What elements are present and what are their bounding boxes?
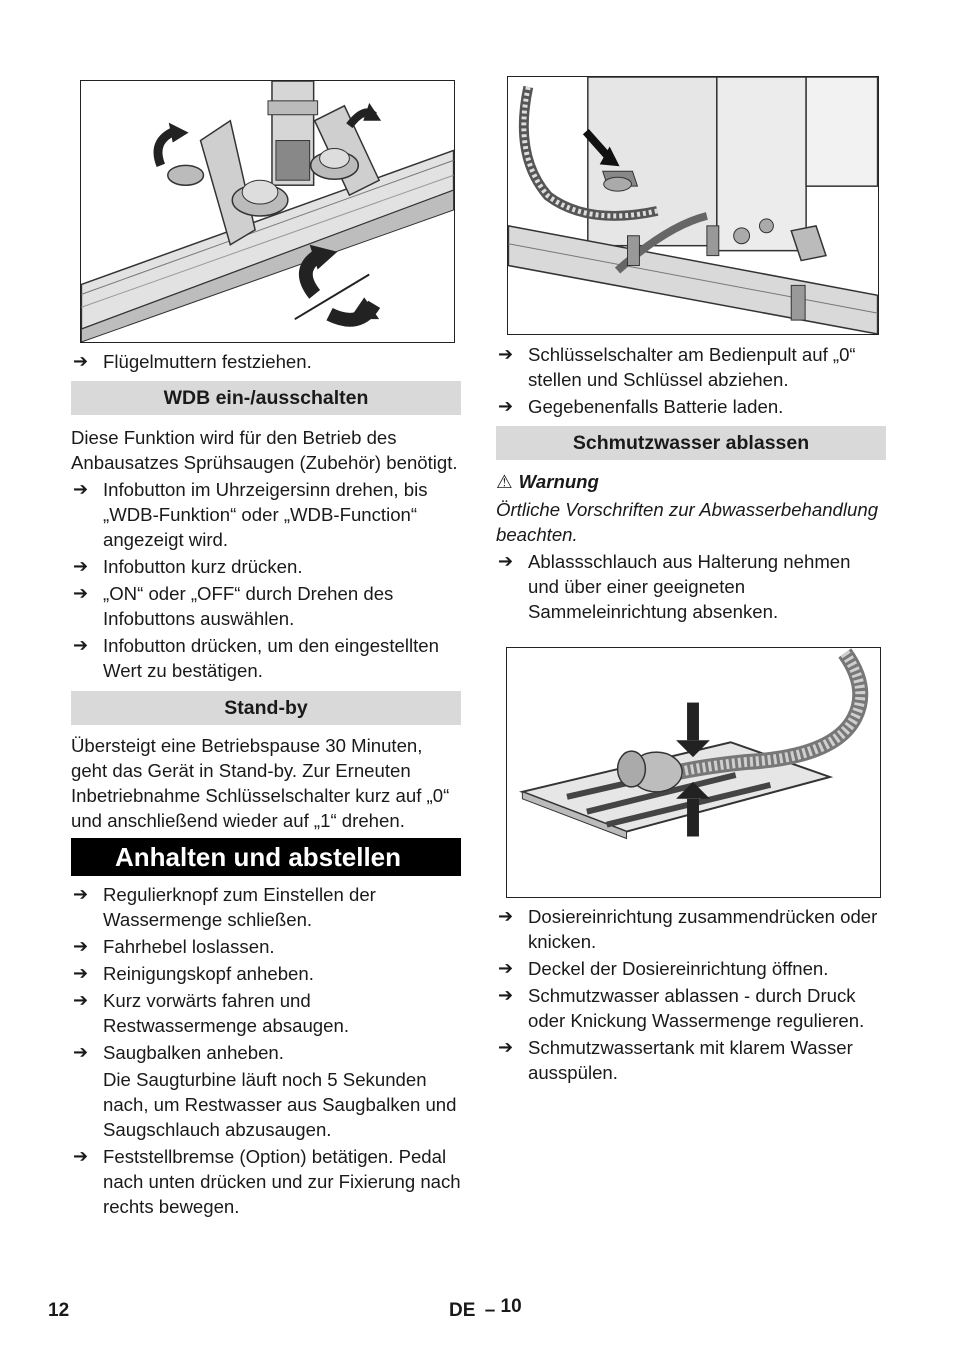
arrow-right-icon: ➔ — [498, 985, 514, 1005]
arrow-right-icon: ➔ — [498, 396, 514, 416]
heading-stop: Anhalten und abstellen — [71, 838, 461, 876]
arrow-right-icon: ➔ — [498, 958, 514, 978]
left-column — [71, 349, 461, 1221]
machine-pedal-illustration — [508, 77, 878, 334]
arrow-right-icon: ➔ — [73, 990, 89, 1010]
stop-step: ➔ Reinigungskopf anheben. — [73, 963, 314, 984]
wdb-step: ➔ „ON“ oder „OFF“ durch Drehen des Infobuttons auswählen. — [73, 583, 394, 629]
after-step: ➔ Deckel der Dosiereinrichtung öffnen. — [498, 958, 829, 979]
warning-text: Örtliche Vorschriften zur Abwasserbehandlung beachten. — [496, 499, 879, 545]
page-number: 12 — [48, 1300, 70, 1321]
stop-step: ➔ Regulierknopf zum Einstellen der Wassermenge schließen. — [73, 884, 376, 930]
heading-drain: Schmutzwasser ablassen — [496, 426, 886, 460]
arrow-right-icon: ➔ — [498, 906, 514, 926]
footer-lang-code: DE — [449, 1300, 476, 1321]
footer-dash: – — [484, 1300, 496, 1321]
key-step: ➔ Schlüsselschalter am Bedienpult auf „0“ stellen und Schlüssel abziehen. — [498, 344, 856, 390]
stop-step-brake: ➔ Feststellbremse (Option) betätigen. Pedal nach unten drücken und zur Fixierung nach rechts bewegen. — [73, 1146, 461, 1217]
stop-step: ➔ Saugbalken anheben. — [73, 1042, 284, 1063]
figure-wing-nuts — [80, 80, 455, 343]
footer-lang — [449, 1296, 522, 1322]
step-wing-nuts: ➔ Flügelmuttern festziehen. — [73, 351, 312, 372]
stop-note: Die Saugturbine läuft noch 5 Sekunden nach, um Restwasser aus Saugbalken und Saugschlauch abzusaugen. — [103, 1069, 457, 1140]
wing-nut-illustration — [81, 81, 454, 342]
arrow-right-icon: ➔ — [498, 344, 514, 364]
figure-drain-hose — [506, 647, 881, 898]
arrow-right-icon: ➔ — [73, 936, 89, 956]
arrow-right-icon: ➔ — [73, 635, 89, 655]
wdb-step: ➔ Infobutton kurz drücken. — [73, 556, 303, 577]
stop-step: ➔ Kurz vorwärts fahren und Restwassermenge absaugen. — [73, 990, 349, 1036]
right-column-upper — [496, 342, 886, 626]
drain-hose-illustration — [507, 648, 880, 897]
arrow-right-icon: ➔ — [73, 1042, 89, 1062]
right-column-lower — [496, 904, 886, 1087]
warning-triangle-icon: ⚠ — [496, 471, 513, 492]
standby-text: Übersteigt eine Betriebspause 30 Minuten, geht das Gerät in Stand-by. Zur Erneuten Inbetriebnahme Schlüsselschalter kurz auf „0“ und anschließend wieder auf „1“ drehen. — [71, 735, 450, 831]
wdb-step: ➔ Infobutton drücken, um den eingestellten Wert zu bestätigen. — [73, 635, 439, 681]
figure-pedal — [507, 76, 879, 335]
arrow-right-icon: ➔ — [73, 556, 89, 576]
arrow-right-icon: ➔ — [73, 963, 89, 983]
arrow-right-icon: ➔ — [498, 551, 514, 571]
wdb-step: ➔ Infobutton im Uhrzeigersinn drehen, bis „WDB-Funktion“ oder „WDB-Function“ angezeigt wird. — [73, 479, 428, 550]
arrow-right-icon: ➔ — [73, 1146, 89, 1166]
after-step: ➔ Schmutzwassertank mit klarem Wasser ausspülen. — [498, 1037, 853, 1083]
heading-wdb: WDB ein-/ausschalten — [71, 381, 461, 415]
arrow-right-icon: ➔ — [73, 351, 89, 371]
arrow-right-icon: ➔ — [498, 1037, 514, 1057]
stop-step: ➔ Fahrhebel loslassen. — [73, 936, 275, 957]
arrow-right-icon: ➔ — [73, 479, 89, 499]
after-step: ➔ Dosiereinrichtung zusammendrücken oder knicken. — [498, 906, 878, 952]
key-step: ➔ Gegebenenfalls Batterie laden. — [498, 396, 784, 417]
footer-sub-page: 10 — [500, 1296, 522, 1317]
wdb-intro: Diese Funktion wird für den Betrieb des Anbausatzes Sprühsaugen (Zubehör) benötigt. — [71, 427, 458, 473]
drain-step: ➔ Ablassschlauch aus Halterung nehmen und über einer geeigneten Sammeleinrichtung absenken. — [498, 551, 851, 622]
arrow-right-icon: ➔ — [73, 583, 89, 603]
after-step: ➔ Schmutzwasser ablassen - durch Druck oder Knickung Wassermenge regulieren. — [498, 985, 865, 1031]
warning-label: ⚠ Warnung — [496, 471, 599, 492]
heading-standby: Stand-by — [71, 691, 461, 725]
arrow-right-icon: ➔ — [73, 884, 89, 904]
